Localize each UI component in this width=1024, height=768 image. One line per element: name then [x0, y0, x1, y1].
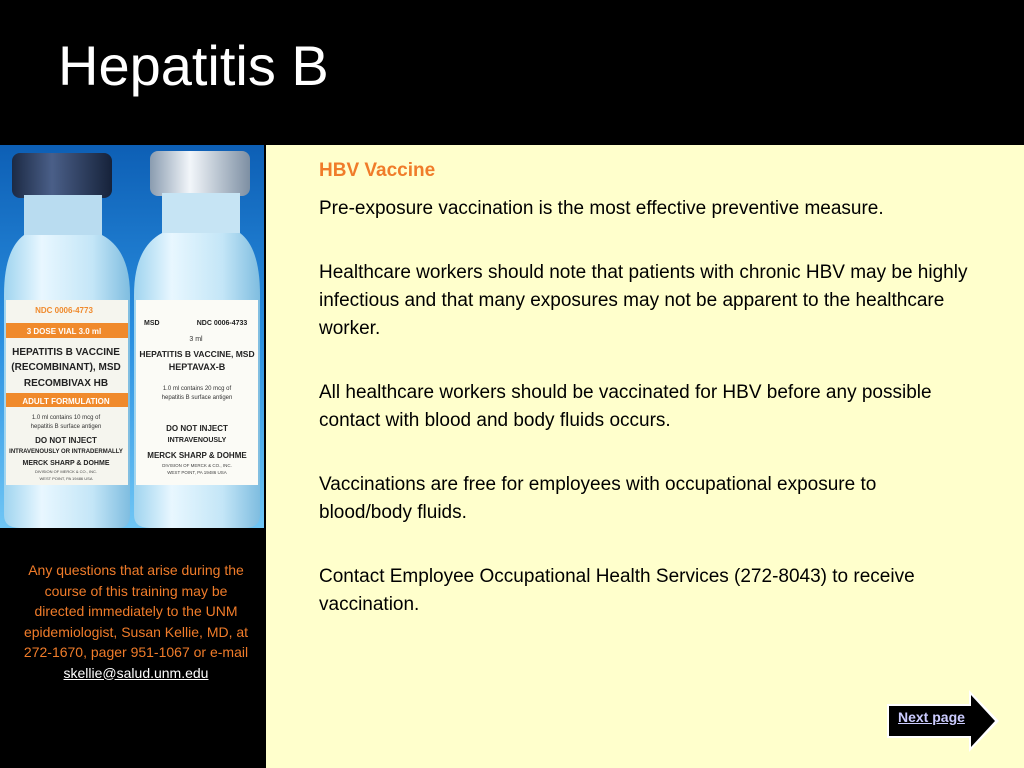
section-heading: HBV Vaccine [319, 160, 436, 181]
paragraph-chronic-hbv: Healthcare workers should note that patients with chronic HBV may be highly infectious and that many exposures may not be apparent to the healthcare worker. [319, 261, 968, 339]
content-panel [265, 145, 1024, 768]
svg-text:NDC 0006-4733: NDC 0006-4733 [196, 320, 248, 327]
vaccine-vials-photo [0, 145, 264, 528]
svg-text:MSD: MSD [144, 320, 160, 327]
svg-text:MERCK SHARP & DOHME: MERCK SHARP & DOHME [22, 460, 110, 467]
paragraph-contact: Contact Employee Occupational Health Services (272-8043) to receive vaccination. [319, 565, 915, 615]
svg-text:3 ml: 3 ml [189, 336, 203, 343]
contact-note [20, 560, 252, 683]
paragraph-free-vaccination: Vaccinations are free for employees with occupational exposure to blood/body fluids. [319, 473, 877, 523]
svg-text:hepatitis B surface antigen: hepatitis B surface antigen [30, 424, 102, 430]
paragraph-pre-exposure: Pre-exposure vaccination is the most effective preventive measure. [319, 197, 884, 219]
svg-text:INTRAVENOUSLY: INTRAVENOUSLY [167, 437, 227, 444]
paragraph-vaccinate-all: All healthcare workers should be vaccinated for HBV before any possible contact with blood and body fluids occurs. [319, 381, 932, 431]
svg-text:HEPTAVAX-B: HEPTAVAX-B [168, 362, 226, 372]
svg-text:hepatitis B surface antigen: hepatitis B surface antigen [161, 395, 233, 401]
svg-text:HEPATITIS B VACCINE: HEPATITIS B VACCINE [12, 347, 120, 358]
svg-text:1.0 ml contains 20 mcg of: 1.0 ml contains 20 mcg of [162, 386, 232, 392]
slide-title: Hepatitis B [58, 34, 329, 97]
email-link[interactable]: skellie@salud.unm.edu [63, 664, 209, 681]
svg-text:DIVISION OF MERCK & CO., INC.: DIVISION OF MERCK & CO., INC. [162, 463, 232, 468]
svg-text:DO NOT INJECT: DO NOT INJECT [35, 436, 97, 445]
svg-text:DIVISION OF MERCK & CO., INC.: DIVISION OF MERCK & CO., INC. [34, 469, 98, 474]
svg-text:DO NOT INJECT: DO NOT INJECT [166, 424, 228, 433]
svg-text:3 DOSE VIAL 3.0 ml: 3 DOSE VIAL 3.0 ml [26, 327, 102, 336]
next-page-link[interactable]: Next page [898, 709, 965, 725]
svg-text:WEST POINT, PA 19486 USA: WEST POINT, PA 19486 USA [39, 476, 93, 481]
next-page-button[interactable] [887, 690, 999, 752]
svg-text:WEST POINT, PA 19486 USA: WEST POINT, PA 19486 USA [167, 470, 227, 475]
svg-text:(RECOMBINANT), MSD: (RECOMBINANT), MSD [11, 362, 121, 373]
svg-text:MERCK SHARP & DOHME: MERCK SHARP & DOHME [147, 451, 247, 460]
svg-text:HEPATITIS B VACCINE, MSD: HEPATITIS B VACCINE, MSD [139, 349, 255, 359]
svg-text:1.0 ml contains 10 mcg of: 1.0 ml contains 10 mcg of [31, 415, 101, 421]
contact-note-text: Any questions that arise during the course of this training may be directed immediately to the UNM epidemiologist, Susan Kellie, MD, at 272-1670, pager 951-1067 or e-mail [23, 562, 249, 660]
svg-text:INTRAVENOUSLY OR INTRADERMALLY: INTRAVENOUSLY OR INTRADERMALLY [9, 449, 123, 455]
svg-text:ADULT FORMULATION: ADULT FORMULATION [22, 397, 110, 406]
svg-text:RECOMBIVAX HB: RECOMBIVAX HB [23, 378, 109, 389]
svg-text:NDC 0006-4773: NDC 0006-4773 [35, 306, 93, 315]
